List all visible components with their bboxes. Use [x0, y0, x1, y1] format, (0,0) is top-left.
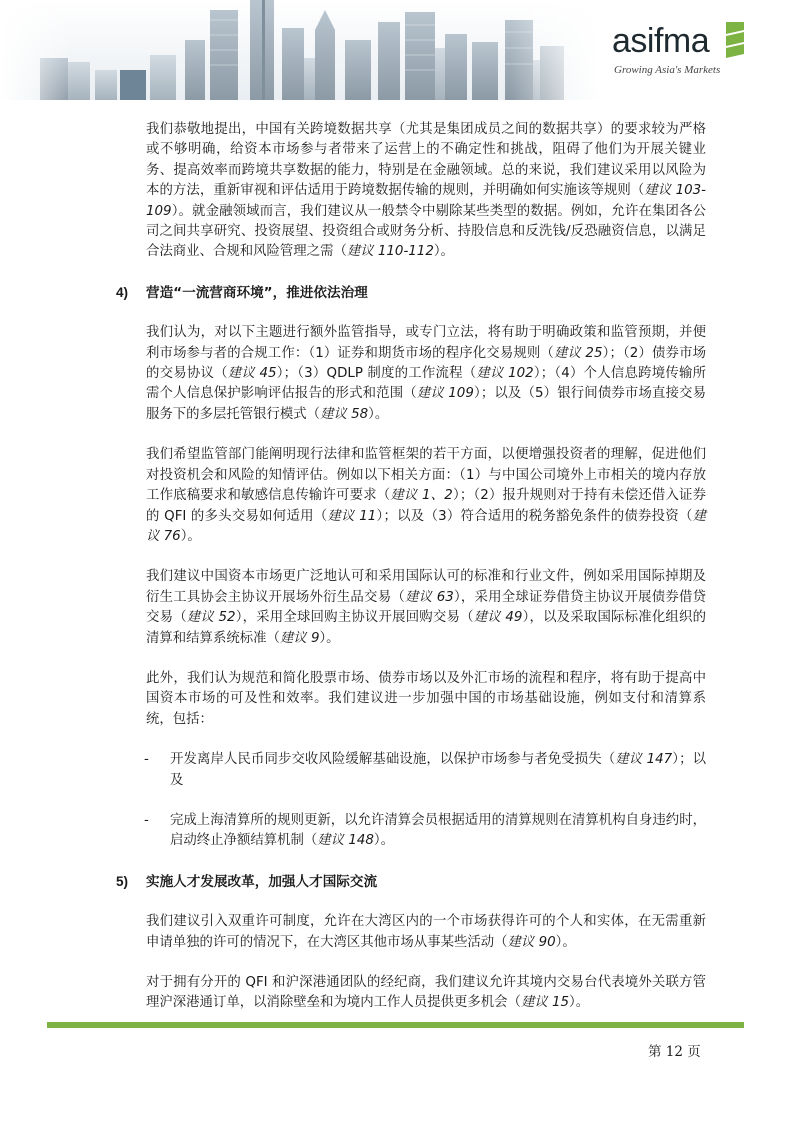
bullet-text: 开发离岸人民币同步交收风险缓解基础设施，以保护市场参与者免受损失（ — [170, 752, 616, 768]
recommendation-ref: 建议 103-109 — [146, 183, 706, 219]
bullet-dash: - — [144, 752, 149, 768]
document-body — [116, 120, 707, 1014]
bullet-dash: - — [144, 812, 149, 828]
logo-stripes-icon — [724, 20, 746, 60]
paragraph-text: 我们建议中国资本市场更广泛地认可和采用国际认可的标准和行业文件，例如采用国际掉期及衍生工具协会主协议开展场外衍生品交易（ — [146, 569, 706, 605]
section-title: 实施人才发展改革，加强人才国际交流 — [146, 873, 378, 890]
recommendation-ref: 建议 147 — [615, 752, 673, 768]
paragraph-text: ）；以及（3）符合适用的税务豁免条件的债券投资（ — [376, 508, 693, 524]
recommendation-ref: 建议 11 — [327, 508, 377, 524]
recommendation-ref: 建议 1、2 — [390, 488, 453, 504]
recommendation-ref: 建议 102 — [476, 366, 534, 382]
paragraph-text: 我们认为，对以下主题进行额外监管指导，或专门立法，将有助于明确政策和监管预期，并便利市场参与者的合规工作：（1）证券和期货市场的程序化交易规则（ — [146, 325, 706, 361]
paragraph-text: 我们恭敬地提出，中国有关跨境数据共享（尤其是集团成员之间的数据共享）的要求较为严格或不够明确，给资本市场参与者带来了运营上的不确定性和挑战，阻碍了他们为开展关键业务、提高效率而跨境共享数据的能力，特别是在金融领域。总的来说，我们建议采用以风险为本的方法，重新审视和评估适用于跨境数据传输的规则，并明确如何实施该等规则（ — [146, 122, 706, 199]
bullet-item-offshore-rmb — [146, 750, 706, 791]
recommendation-ref: 建议 110-112 — [346, 244, 434, 260]
paragraph-text: ），采用全球证券借贷主协议开展债券借贷交易（ — [146, 589, 706, 626]
recommendation-ref: 建议 148 — [317, 833, 374, 849]
bullet-text: ）；以及 — [170, 752, 706, 788]
page-number: 第 12 页 — [648, 1044, 701, 1060]
paragraph-text: ）；以及（5）银行间债券市场直接交易服务下的多层托管银行模式（ — [146, 386, 706, 422]
logo-wordmark: asifma — [612, 22, 710, 60]
recommendation-ref: 建议 25 — [553, 345, 603, 361]
paragraph-text: ）。 — [180, 528, 201, 544]
paragraph-text: 我们建议引入双重许可制度，允许在大湾区内的一个市场获得许可的个人和实体，在无需重新申请单独的许可的情况下，在大湾区其他市场从事某些活动（ — [146, 914, 706, 950]
recommendation-ref: 建议 9 — [279, 630, 320, 646]
paragraph-data-sharing — [146, 120, 706, 263]
section-heading-5 — [116, 872, 706, 892]
recommendation-ref: 建议 109 — [416, 386, 474, 402]
paragraph-text: ）。 — [368, 406, 389, 422]
paragraph-text: ）；（4）个人信息跨境传输所需个人信息保护影响评估报告的形式和范围（ — [146, 366, 707, 402]
paragraph-text: ），采用全球回购主协议开展回购交易（ — [235, 610, 474, 626]
paragraph-international-standards — [146, 567, 706, 649]
paragraph-text: ）；（3）QDLP 制度的工作流程（ — [276, 366, 477, 382]
paragraph-dual-licensing — [146, 912, 706, 953]
section-title: 营造“一流营商环境”，推进依法治理 — [146, 284, 368, 301]
recommendation-ref: 建议 52 — [186, 610, 236, 626]
section-heading-4 — [116, 283, 706, 303]
footer-divider — [47, 1022, 744, 1028]
paragraph-text: ）。 — [319, 630, 340, 646]
bullet-text: 完成上海清算所的规则更新，以允许清算会员根据适用的清算规则在清算机构自身违约时，启动终止净额结算机制（ — [170, 812, 706, 849]
section-number: 5) — [116, 873, 129, 889]
paragraph-text: ）。就金融领域而言，我们建议从一般禁令中剔除某些类型的数据。例如，允许在集团各公司之间共享研究、投资展望、投资组合或财务分析、持股信息和反洗钱/反恐融资信息，以满足合法商业、合规和风险管理之需（ — [146, 203, 706, 260]
recommendation-ref: 建议 45 — [227, 366, 277, 382]
recommendation-ref: 建议 58 — [320, 406, 369, 422]
recommendation-ref: 建议 63 — [404, 589, 454, 605]
asifma-logo — [612, 18, 752, 80]
paragraph-text: ）。 — [569, 995, 590, 1011]
recommendation-ref: 建议 15 — [520, 995, 570, 1011]
recommendation-ref: 建议 49 — [473, 610, 523, 626]
recommendation-ref: 建议 90 — [507, 934, 556, 950]
logo-tagline: Growing Asia's Markets — [614, 64, 721, 76]
bullet-item-shanghai-clearing — [146, 811, 706, 852]
paragraph-regulatory-guidance — [146, 323, 706, 425]
header-skyline-banner — [0, 0, 600, 100]
paragraph-text: ），以及采取国际标准化组织的清算和结算系统标准（ — [146, 610, 706, 646]
paragraph-market-infrastructure: 此外，我们认为规范和简化股票市场、债券市场以及外汇市场的流程和程序，将有助于提高中国资本市场的可及性和效率。我们建议进一步加强中国的市场基础设施，例如支付和清算系统，包括： — [146, 670, 706, 727]
paragraph-text: ）；（2）债券市场的交易协议（ — [146, 345, 706, 382]
skyline-illustration — [0, 0, 600, 100]
paragraph-text: ）。 — [555, 934, 576, 950]
paragraph-connect-brokers — [146, 973, 706, 1014]
paragraph-text: ）。 — [433, 244, 454, 260]
recommendation-ref: 建议 76 — [146, 508, 707, 544]
bullet-text: ）。 — [373, 833, 394, 849]
section-number: 4) — [116, 284, 129, 300]
paragraph-text: ）；（2）报升规则对于持有未偿还借入证券的 QFI 的多头交易如何适用（ — [146, 488, 707, 524]
paragraph-text: 我们希望监管部门能阐明现行法律和监管框架的若干方面，以便增强投资者的理解，促进他们对投资机会和风险的知情评估。例如以下相关方面：（1）与中国公司境外上市相关的境内存放工作底稿要求和敏感信息传输许可要求（ — [146, 447, 706, 504]
paragraph-text: 对于拥有分开的 QFI 和沪深港通团队的经纪商，我们建议允许其境内交易台代表境外关联方管理沪深港通订单，以消除壁垒和为境内工作人员提供更多机会（ — [146, 975, 706, 1011]
paragraph-legal-clarification — [146, 445, 706, 547]
